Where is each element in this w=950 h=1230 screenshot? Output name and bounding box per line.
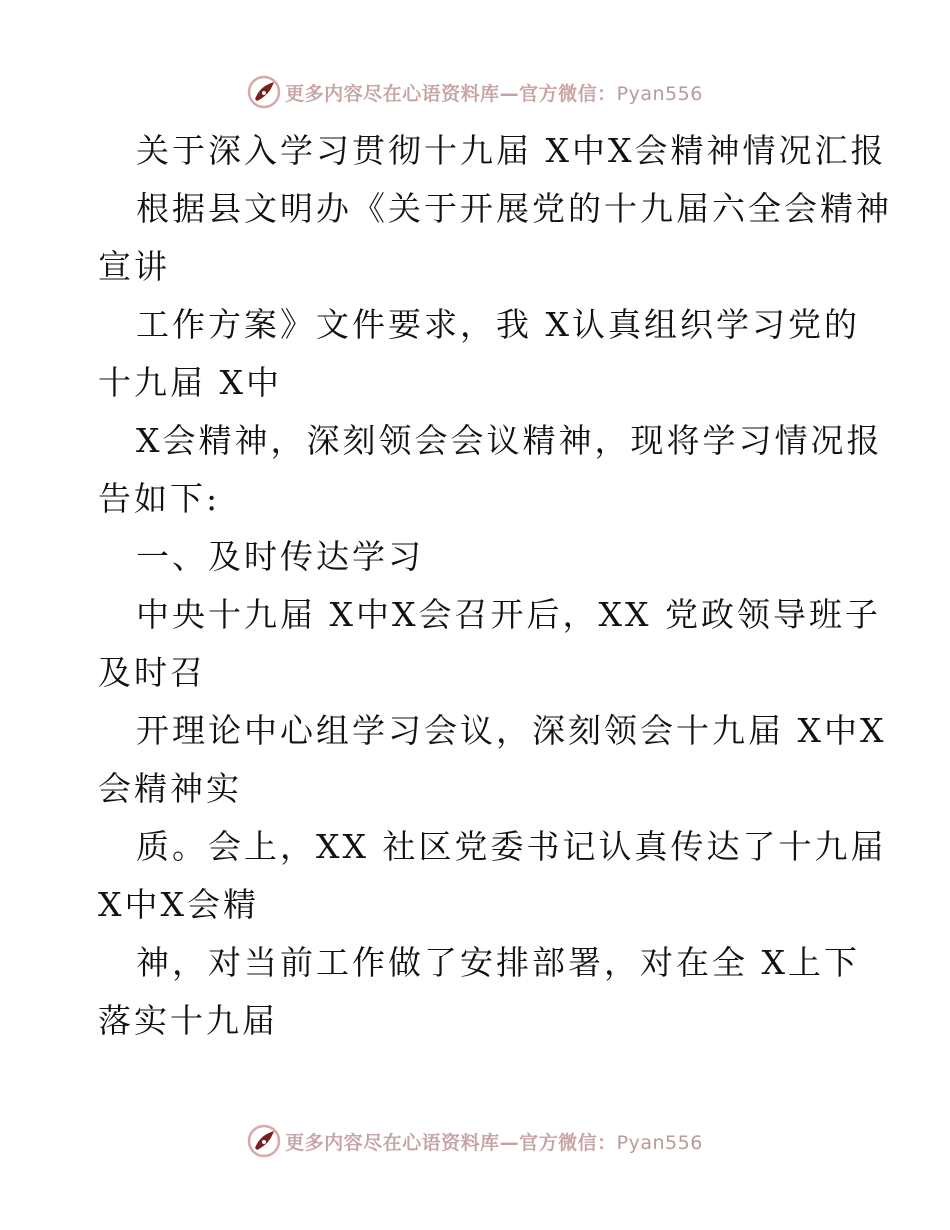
document-line: 落实十九届	[98, 1001, 278, 1040]
document-line: X中X会精	[98, 885, 259, 924]
document-body	[98, 122, 892, 1050]
document-line: 宣讲	[98, 247, 170, 286]
banner-text: 更多内容尽在心语资料库—官方微信：Pyan556	[285, 1131, 703, 1154]
pen-nib-logo-icon	[247, 1124, 281, 1158]
document-line: 及时召	[98, 653, 206, 692]
document-line: 质。会上，XX 社区党委书记认真传达了十九届	[136, 827, 887, 866]
document-line: 十九届 X中	[98, 363, 282, 402]
document-line: 会精神实	[98, 769, 242, 808]
header-banner	[0, 72, 950, 112]
document-line: 根据县文明办《关于开展党的十九届六全会精神	[136, 189, 892, 228]
document-line: 告如下:	[98, 479, 221, 518]
footer-banner	[0, 1121, 950, 1161]
banner-wechat-id: Pyan556	[616, 1131, 703, 1154]
document-line: 关于深入学习贯彻十九届 X中X会精神情况汇报	[136, 131, 887, 170]
banner-text: 更多内容尽在心语资料库—官方微信：Pyan556	[285, 82, 703, 105]
document-line: 工作方案》文件要求，我 X认真组织学习党的	[136, 305, 860, 344]
document-line: 中央十九届 X中X会召开后，XX 党政领导班子	[136, 595, 881, 634]
document-line: 一、及时传达学习	[136, 537, 424, 576]
pen-nib-logo-icon	[247, 75, 281, 109]
document-line: X会精神，深刻领会会议精神，现将学习情况报	[136, 421, 883, 460]
banner-wechat-id: Pyan556	[616, 82, 703, 105]
document-line: 神，对当前工作做了安排部署，对在全 X上下	[136, 943, 860, 982]
document-line: 开理论中心组学习会议，深刻领会十九届 X中X	[136, 711, 887, 750]
